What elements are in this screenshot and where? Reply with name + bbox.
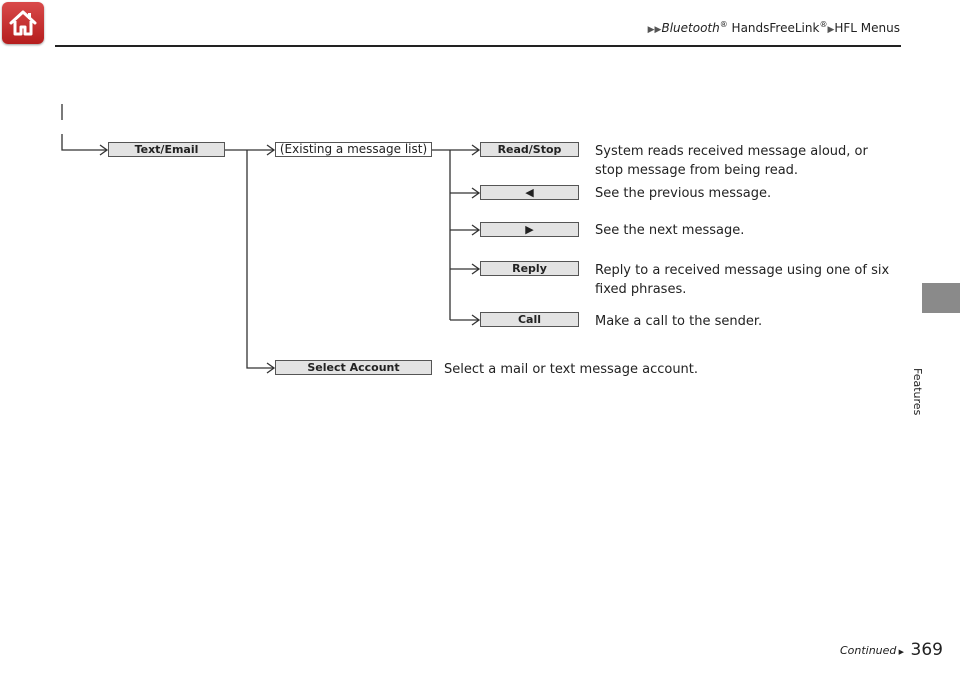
continued-label (840, 644, 904, 657)
desc-line: stop message from being read. (595, 163, 799, 178)
registered-mark: ® (719, 20, 728, 29)
section-label: Features (911, 368, 924, 416)
desc-line: System reads received message aloud, or (595, 144, 868, 159)
breadcrumb-bluetooth[interactable]: Bluetooth (661, 21, 720, 35)
desc-read-stop (595, 142, 868, 180)
page-number: 369 (910, 640, 943, 660)
menu-select-account[interactable]: Select Account (275, 360, 432, 375)
menu-text-email[interactable]: Text/Email (108, 142, 225, 157)
desc-line: fixed phrases. (595, 282, 687, 297)
menu-call[interactable]: Call (480, 312, 579, 327)
desc-select-account: Select a mail or text message account. (444, 362, 699, 377)
menu-next-message[interactable]: ▶ (480, 222, 579, 237)
desc-call: Make a call to the sender. (595, 314, 763, 329)
breadcrumb-arrow-icon: ▶▶ (647, 25, 662, 35)
breadcrumb-handsfreelink[interactable]: HandsFreeLink (727, 21, 820, 35)
desc-next: See the next message. (595, 223, 745, 238)
desc-previous: See the previous message. (595, 186, 772, 201)
desc-reply (595, 261, 889, 299)
breadcrumb-hfl-menus[interactable]: HFL Menus (834, 21, 900, 35)
breadcrumb-arrow-icon: ▶ (827, 25, 835, 35)
menu-previous-message[interactable]: ◀ (480, 185, 579, 200)
menu-existing-message-list: (Existing a message list) (275, 142, 432, 157)
menu-read-stop[interactable]: Read/Stop (480, 142, 579, 157)
menu-reply[interactable]: Reply (480, 261, 579, 276)
registered-mark: ® (819, 20, 828, 29)
continued-text: Continued (839, 644, 897, 657)
desc-line: Reply to a received message using one of six (595, 263, 890, 278)
continued-arrow-icon: ▶ (896, 648, 904, 656)
